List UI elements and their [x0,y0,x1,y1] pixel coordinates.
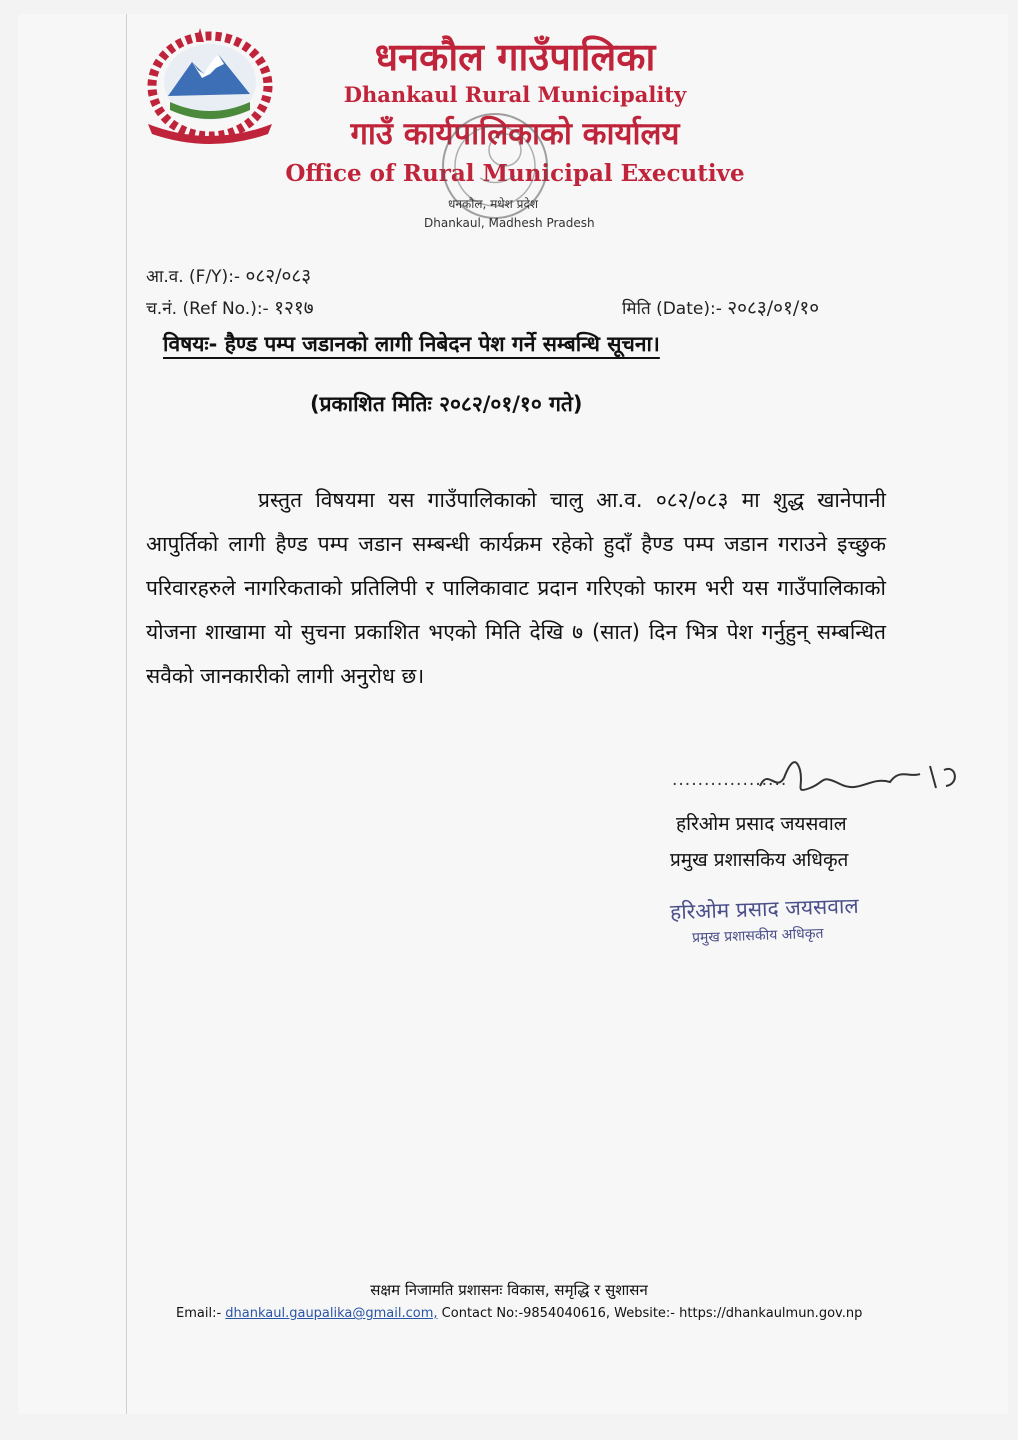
margin-line [126,14,127,1414]
contact-website: Contact No:-9854040616, Website:- https://dhankaulmun.gov.np [441,1306,863,1321]
seal-address-en: Dhankaul, Madhesh Pradesh [424,216,595,230]
fiscal-year-label: आ.व. (F/Y):- [146,267,241,287]
signatory-title: प्रमुख प्रशासकिय अधिकृत [670,849,849,871]
signature-dots: .................. [672,770,788,790]
subject-line: विषयः- हैण्ड पम्प जडानको लागी निबेदन पेश गर्ने सम्बन्धि सूचना। [163,332,660,356]
municipality-name-np: धनकौल गाउँपालिका [374,34,656,79]
handwritten-signature-icon [750,748,970,808]
signature-stamp-name: हरिओम प्रसाद जयसवाल [669,893,859,925]
office-name-en: Office of Rural Municipal Executive [285,160,745,187]
notice-body: प्रस्तुत विषयमा यस गाउँपालिकाको चालु आ.व. ०८२/०८३ मा शुद्ध खानेपानी आपुर्तिको लागी हैण्ड पम्प जडान सम्बन्धी कार्यक्रम रहेको हुदाँ हैण्ड पम्प जडान गराउने इच्छुक परिवारहरुले नागरिकताको प्रतिलिपी र पालिकावाट प्रदान गरिएको फारम भरी यस गाउँपालिकाको योजना शाखामा यो सुचना प्रकाशित भएको मिति देखि ७ (सात) दिन भित्र पेश गर्नुहुन् सम्बन्धित सवैको जानकारीको लागी अनुरोध छ। [146,488,886,688]
municipality-name-en: Dhankaul Rural Municipality [343,82,687,107]
date-value: २०८३/०१/१० [727,297,820,319]
letter-date [622,294,819,320]
office-name-np: गाउँ कार्यपालिकाको कार्यालय [350,116,680,152]
fiscal-year [146,262,311,288]
reference-label: च.नं. (Ref No.):- [146,299,269,319]
email-label: Email:- [176,1306,222,1321]
footer-contact [176,1306,862,1321]
nepal-emblem-icon [140,24,280,144]
date-label: मिति (Date):- [622,299,722,319]
reference-value: १२१७ [274,297,314,319]
fiscal-year-value: ०८२/०८३ [245,265,312,287]
footer-motto: सक्षम निजामति प्रशासनः विकास, समृद्धि र सुशासन [370,1281,648,1299]
reference-number [146,294,314,320]
email-link[interactable]: dhankaul.gaupalika@gmail.com, [225,1306,438,1321]
signatory-name: हरिओम प्रसाद जयसवाल [676,813,847,835]
seal-address-np: धनकौल, मधेश प्रदेश [448,197,539,211]
published-date: (प्रकाशित मितिः २०८२/०१/१० गते) [310,392,583,416]
signature-stamp-title: प्रमुख प्रशासकीय अधिकृत [691,925,824,947]
